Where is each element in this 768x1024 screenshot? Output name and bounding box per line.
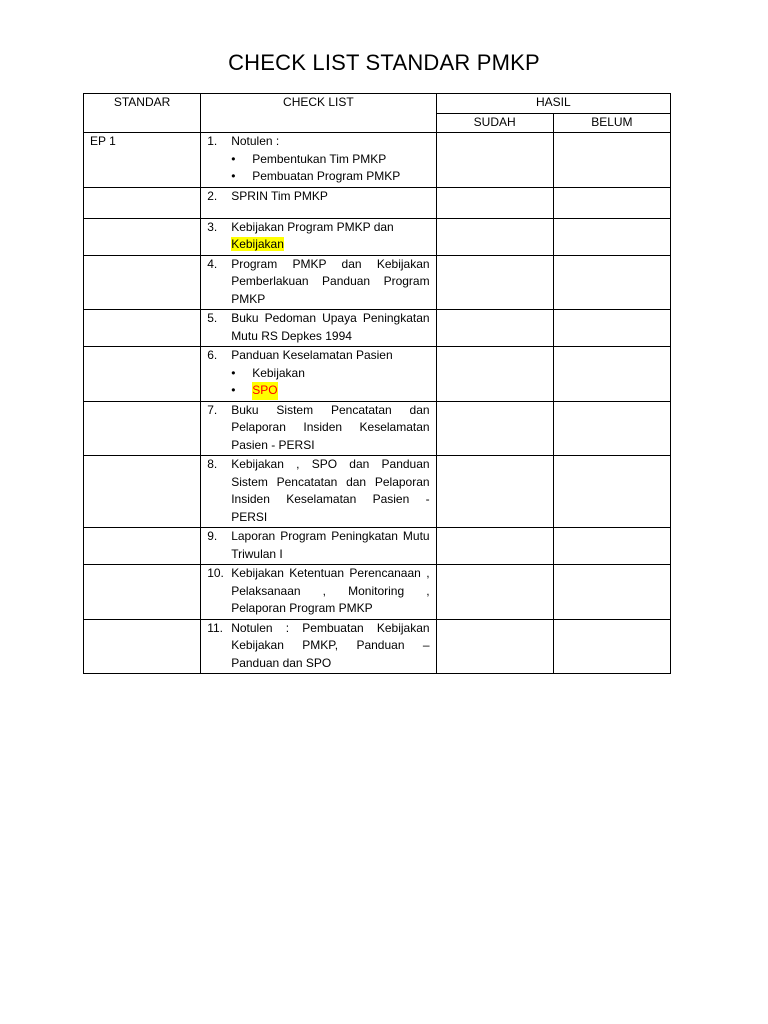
item-text: Laporan Program Peningkatan Mutu Triwulan I <box>231 529 430 561</box>
list-item <box>207 168 429 186</box>
belum-cell <box>553 187 670 218</box>
bullet-list <box>207 365 429 400</box>
table-row <box>84 401 671 456</box>
header-belum: BELUM <box>553 113 670 133</box>
belum-cell <box>553 347 670 402</box>
belum-cell <box>553 401 670 456</box>
item-number: 1. <box>207 134 218 148</box>
highlighted-text: Kebijakan <box>231 237 284 251</box>
table-row <box>84 456 671 528</box>
standard-cell <box>84 401 201 456</box>
checklist-cell <box>201 187 436 218</box>
table-row <box>84 218 671 255</box>
sudah-cell <box>436 565 553 620</box>
item-text: Notulen : Pembuatan Kebijakan Kebijakan PMKP, Panduan – Panduan dan SPO <box>231 620 430 670</box>
bullet-icon: • <box>231 169 236 183</box>
list-item <box>207 365 429 383</box>
item-text-main: Kebijakan Program PMKP dan <box>231 219 394 234</box>
item-text: Buku Pedoman Upaya Peningkatan Mutu RS Depkes 1994 <box>231 311 430 343</box>
header-standar: STANDAR <box>84 94 201 133</box>
sudah-cell <box>436 310 553 347</box>
item-text: SPRIN Tim PMKP <box>231 188 328 203</box>
table-row <box>84 310 671 347</box>
checklist-cell <box>201 255 436 310</box>
header-sudah: SUDAH <box>436 113 553 133</box>
checklist-cell <box>201 133 436 188</box>
belum-cell <box>553 619 670 674</box>
item-text: Notulen : <box>231 134 280 148</box>
item-number: 4. <box>207 256 218 271</box>
sudah-cell <box>436 619 553 674</box>
sudah-cell <box>436 218 553 255</box>
checklist-cell <box>201 456 436 528</box>
bullet-list <box>207 151 429 186</box>
item-text: Program PMKP dan Kebijakan Pemberlakuan Panduan Program PMKP <box>231 256 430 306</box>
bullet-icon: • <box>231 383 236 397</box>
table-row <box>84 619 671 674</box>
checklist-cell <box>201 401 436 456</box>
belum-cell <box>553 565 670 620</box>
table-row <box>84 347 671 402</box>
header-hasil: HASIL <box>436 94 670 114</box>
standard-cell <box>84 528 201 565</box>
bullet-text: Pembentukan Tim PMKP <box>252 151 387 166</box>
table-row <box>84 187 671 218</box>
standard-cell <box>84 310 201 347</box>
bullet-icon: • <box>231 151 236 166</box>
table-row <box>84 255 671 310</box>
checklist-cell <box>201 619 436 674</box>
item-number: 2. <box>207 188 218 203</box>
checklist-cell <box>201 528 436 565</box>
checklist-table <box>83 93 671 674</box>
sudah-cell <box>436 456 553 528</box>
item-number: 9. <box>207 529 218 543</box>
item-number: 5. <box>207 311 218 325</box>
item-number: 8. <box>207 457 218 471</box>
standard-cell <box>84 456 201 528</box>
standard-cell <box>84 187 201 218</box>
item-number: 6. <box>207 348 218 362</box>
document-title: CHECK LIST STANDAR PMKP <box>228 50 540 75</box>
belum-cell <box>553 218 670 255</box>
table-row <box>84 565 671 620</box>
list-item <box>207 382 429 400</box>
belum-cell <box>553 310 670 347</box>
standard-cell <box>84 218 201 255</box>
highlighted-text: SPO <box>252 382 277 400</box>
belum-cell <box>553 456 670 528</box>
belum-cell <box>553 528 670 565</box>
bullet-text: Pembuatan Program PMKP <box>252 169 401 183</box>
item-text: Buku Sistem Pencatatan dan Pelaporan Insiden Keselamatan Pasien - PERSI <box>231 402 430 452</box>
belum-cell <box>553 133 670 188</box>
item-text <box>231 219 429 254</box>
item-number: 11. <box>207 620 223 635</box>
item-number: 10. <box>207 566 224 580</box>
sudah-cell <box>436 347 553 402</box>
standard-cell <box>84 255 201 310</box>
checklist-cell <box>201 347 436 402</box>
checklist-cell <box>201 310 436 347</box>
bullet-text: Kebijakan <box>252 365 305 380</box>
standard-cell <box>84 619 201 674</box>
belum-cell <box>553 255 670 310</box>
table-row <box>84 133 671 188</box>
standard-cell <box>84 347 201 402</box>
standard-cell: EP 1 <box>84 133 201 188</box>
checklist-cell <box>201 218 436 255</box>
sudah-cell <box>436 187 553 218</box>
list-item <box>207 151 429 169</box>
checklist-cell <box>201 565 436 620</box>
sudah-cell <box>436 133 553 188</box>
item-number: 7. <box>207 402 218 417</box>
sudah-cell <box>436 528 553 565</box>
item-number: 3. <box>207 219 218 234</box>
sudah-cell <box>436 255 553 310</box>
table-row <box>84 528 671 565</box>
standard-cell <box>84 565 201 620</box>
sudah-cell <box>436 401 553 456</box>
header-checklist: CHECK LIST <box>201 94 436 133</box>
item-text: Kebijakan Ketentuan Perencanaan , Pelaksanaan , Monitoring , Pelaporan Program PMKP <box>231 566 430 615</box>
item-text: Panduan Keselamatan Pasien <box>231 348 393 362</box>
bullet-icon: • <box>231 365 236 380</box>
item-text: Kebijakan , SPO dan Panduan Sistem Pencatatan dan Pelaporan Insiden Keselamatan Pasien - PERSI <box>231 457 430 524</box>
